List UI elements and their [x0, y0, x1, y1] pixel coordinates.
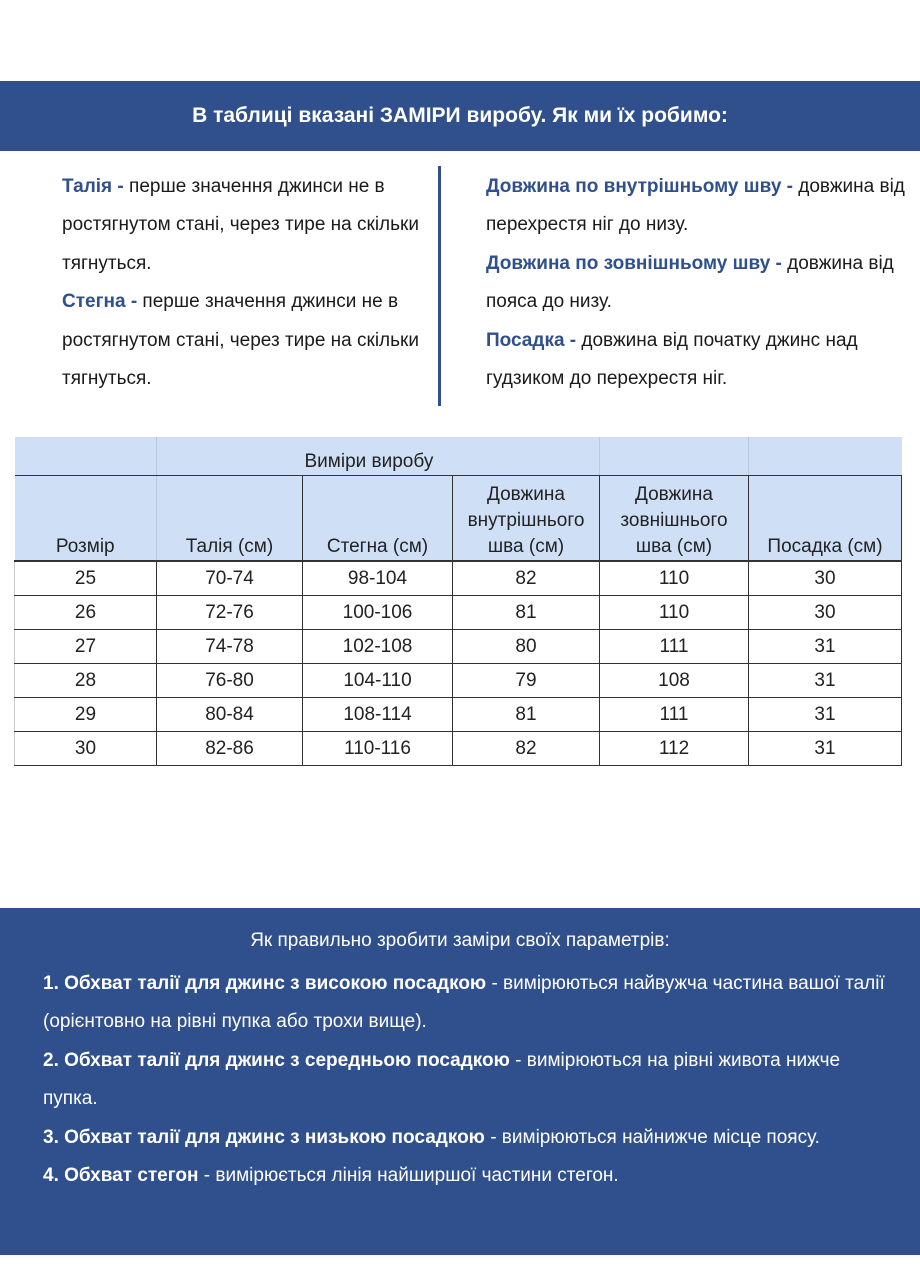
guide-item-text: - вимірюється лінія найширшої частини стегон.: [198, 1165, 619, 1187]
cell-waist: 80-84: [157, 698, 303, 732]
definition-text: довжина від пояса до низу.: [486, 252, 894, 313]
guide-item-hips: [43, 1157, 893, 1195]
guide-item-text: - вимірюються найнижче місце поясу.: [484, 1126, 820, 1148]
cell-outseam: 111: [600, 698, 749, 732]
cell-outseam: 110: [600, 596, 749, 630]
table-row: [15, 732, 902, 766]
table-caption-row: [15, 437, 902, 476]
cell-rise: 31: [749, 732, 902, 766]
definition-hips: [62, 283, 422, 398]
cell-hips: 102-108: [303, 630, 453, 664]
cell-waist: 76-80: [157, 664, 303, 698]
cell-outseam: 110: [600, 561, 749, 596]
table-row: [15, 596, 902, 630]
cell-size: 29: [15, 698, 157, 732]
guide-item-text: - вимірюються найвужча частина вашої талії (орієнтовно на рівні пупка або трохи вище).: [43, 973, 885, 1033]
cell-hips: 100-106: [303, 596, 453, 630]
cell-waist: 70-74: [157, 561, 303, 596]
cell-size: 30: [15, 732, 157, 766]
left-definitions: [62, 168, 422, 398]
cell-size: 25: [15, 561, 157, 596]
cell-rise: 30: [749, 596, 902, 630]
guide-item-high-rise: [43, 965, 893, 1042]
top-banner: [0, 81, 920, 151]
header-inseam: Довжина внутрішнього шва (см): [453, 476, 600, 562]
cell-inseam: 82: [453, 561, 600, 596]
measuring-guide-title: Як правильно зробити заміри своїх параметрів:: [250, 930, 670, 951]
cell-hips: 104-110: [303, 664, 453, 698]
cell-hips: 110-116: [303, 732, 453, 766]
definition-text: перше значення джинси не в ростягнутом стані, через тире на скільки тягнуться.: [62, 176, 419, 274]
cell-size: 28: [15, 664, 157, 698]
measuring-guide-list: [43, 965, 893, 1195]
header-waist: Талія (см): [157, 476, 303, 562]
definition-inseam: [486, 168, 906, 245]
table-row: [15, 698, 902, 732]
column-divider: [438, 166, 441, 406]
table-header-row: [15, 476, 902, 562]
cell-rise: 30: [749, 561, 902, 596]
table-caption: Виміри виробу: [303, 437, 600, 476]
cell-outseam: 112: [600, 732, 749, 766]
header-rise: Посадка (см): [749, 476, 902, 562]
header-size: Розмір: [15, 476, 157, 562]
cell-hips: 98-104: [303, 561, 453, 596]
cell-size: 27: [15, 630, 157, 664]
guide-item-low-rise: [43, 1119, 893, 1157]
definition-term: Талія -: [62, 176, 124, 197]
definition-text: перше значення джинси не в ростягнутом стані, через тире на скільки тягнуться.: [62, 291, 419, 390]
measuring-guide-panel: [0, 908, 920, 1255]
cell-inseam: 81: [453, 698, 600, 732]
cell-waist: 72-76: [157, 596, 303, 630]
guide-item-text: - вимірюються на рівні живота нижче пупка.: [43, 1049, 841, 1110]
definition-text: довжина від перехрестя ніг до низу.: [486, 176, 905, 236]
table-row: [15, 561, 902, 596]
definition-term: Стегна -: [62, 291, 138, 313]
right-definitions: [486, 168, 906, 398]
definition-term: Посадка -: [486, 329, 577, 351]
cell-hips: 108-114: [303, 698, 453, 732]
banner-title: В таблиці вказані ЗАМІРИ виробу. Як ми їх робимо:: [192, 104, 728, 127]
definition-outseam: [486, 245, 906, 322]
cell-inseam: 81: [453, 596, 600, 630]
cell-rise: 31: [749, 664, 902, 698]
table-row: [15, 630, 902, 664]
definition-waist: [62, 168, 422, 283]
guide-item-mid-rise: [43, 1042, 893, 1119]
cell-waist: 82-86: [157, 732, 303, 766]
cell-outseam: 111: [600, 630, 749, 664]
guide-item-heading: 3. Обхват талії для джинс з низькою посадкою: [43, 1126, 485, 1148]
guide-item-heading: 2. Обхват талії для джинс з середньою посадкою: [43, 1049, 510, 1071]
cell-inseam: 79: [453, 664, 600, 698]
cell-inseam: 80: [453, 630, 600, 664]
guide-item-heading: 1. Обхват талії для джинс з високою посадкою: [43, 973, 487, 994]
definition-term: Довжина по внутрішньому шву -: [486, 176, 793, 197]
size-table: [14, 437, 902, 766]
cell-rise: 31: [749, 630, 902, 664]
table-row: [15, 664, 902, 698]
header-outseam: Довжина зовнішнього шва (см): [600, 476, 749, 562]
cell-rise: 31: [749, 698, 902, 732]
cell-waist: 74-78: [157, 630, 303, 664]
cell-inseam: 82: [453, 732, 600, 766]
cell-size: 26: [15, 596, 157, 630]
cell-outseam: 108: [600, 664, 749, 698]
definition-text: довжина від початку джинс над гудзиком до перехрестя ніг.: [486, 329, 858, 390]
definition-rise: [486, 322, 906, 399]
header-hips: Стегна (см): [303, 476, 453, 562]
definition-term: Довжина по зовнішньому шву -: [486, 252, 782, 274]
guide-item-heading: 4. Обхват стегон: [43, 1165, 199, 1187]
